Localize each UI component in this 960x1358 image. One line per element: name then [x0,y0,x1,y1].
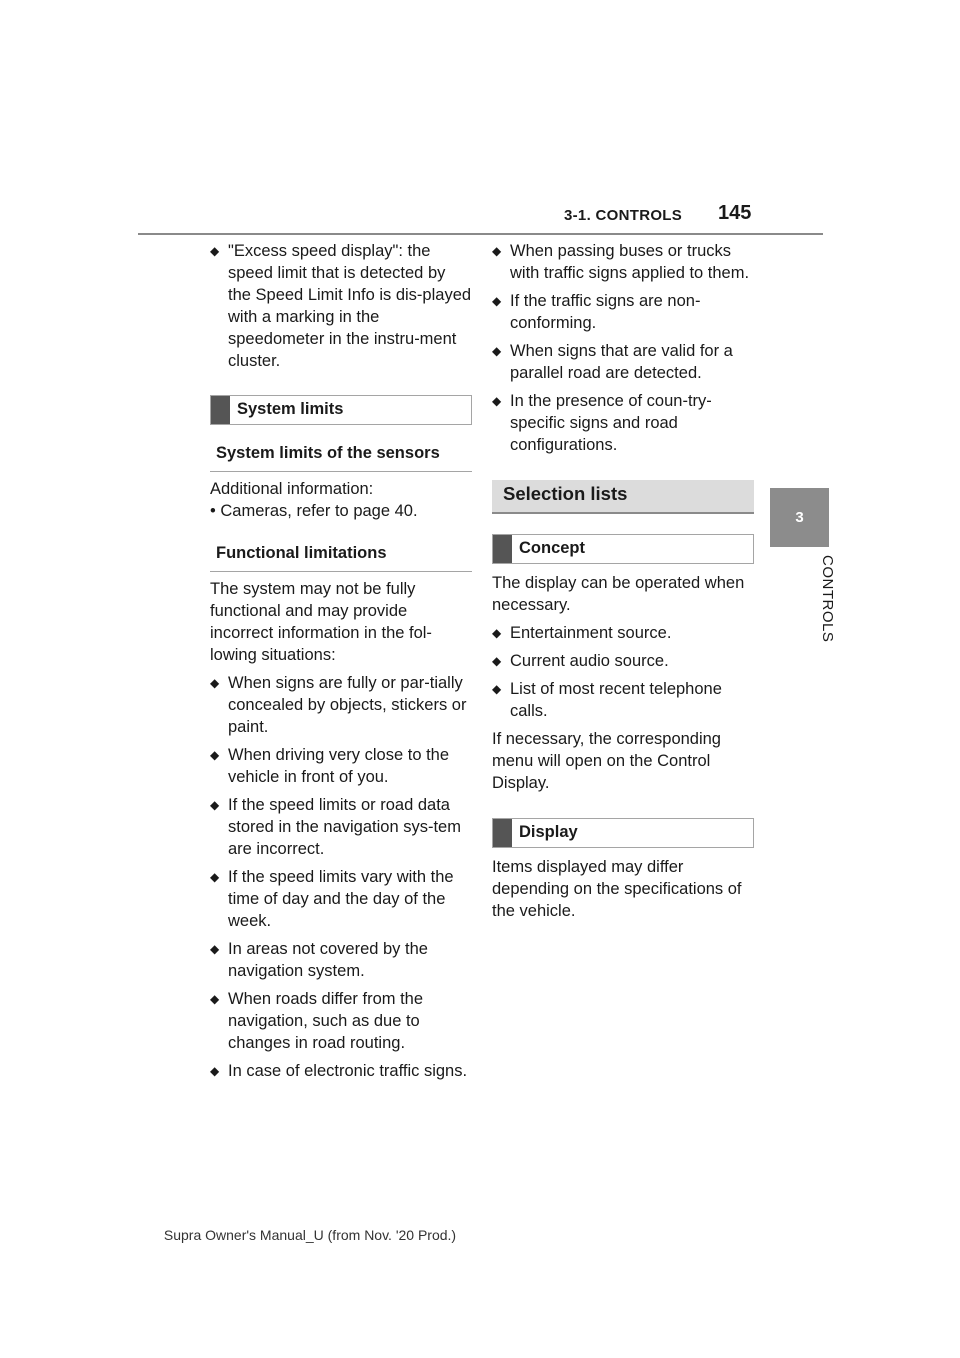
diamond-bullet-icon: ◆ [210,942,220,956]
functional-bullet [210,1060,472,1082]
functional-bullet-text: When driving very close to the vehicle in front of you. [228,746,450,786]
concept-heading [492,534,754,564]
limitation-bullet [492,340,754,384]
heading-mark [493,819,512,847]
page-number: 145 [718,202,752,224]
footer-text: Supra Owner's Manual_U (from Nov. '20 Prod.) [163,1227,457,1243]
concept-outro-text: If necessary, the corresponding menu will open on the Control Display. [492,730,721,792]
system-limits-heading [210,395,472,425]
cameras-reference-text: • Cameras, refer to page 40. [210,502,418,520]
diamond-bullet-icon: ◆ [210,244,220,258]
concept-bullet [492,678,754,722]
diamond-bullet-icon: ◆ [210,870,220,884]
sensors-heading: System limits of the sensors [210,442,472,472]
diamond-bullet-icon: ◆ [210,748,220,762]
functional-bullet-text: If the speed limits vary with the time of day and the day of the week. [228,868,454,930]
functional-bullet-text: When signs are fully or par-tially concealed by objects, stickers or paint. [228,674,467,736]
functional-limitations-heading: Functional limitations [210,542,472,572]
diamond-bullet-icon: ◆ [492,244,502,258]
selection-lists-heading: Selection lists [492,480,754,514]
display-text: Items displayed may differ depending on the specifications of the vehicle. [492,858,742,920]
diamond-bullet-icon: ◆ [492,682,502,696]
display-heading [492,818,754,848]
header-rule [138,233,823,235]
functional-bullet [210,672,472,738]
concept-intro-text: The display can be operated when necessary. [492,574,745,614]
header-section-title: 3-1. CONTROLS [564,207,683,224]
display-heading-text: Display [519,823,578,841]
left-column [210,240,472,1088]
intro-bullet [210,240,472,372]
additional-info-text: Additional information: [210,480,374,498]
concept-bullet-text: Current audio source. [510,652,669,670]
concept-bullet [492,650,754,672]
limitation-bullet [492,240,754,284]
heading-mark [493,535,512,563]
diamond-bullet-icon: ◆ [492,294,502,308]
chapter-tab: 3 [770,488,829,547]
intro-bullet-text: "Excess speed display": the speed limit that is detected by the Speed Limit Info is dis-played with a marking in the speedometer in the instru-ment cluster. [228,242,472,370]
concept-bullet [492,622,754,644]
limitation-bullet [492,390,754,456]
diamond-bullet-icon: ◆ [492,344,502,358]
diamond-bullet-icon: ◆ [210,992,220,1006]
functional-bullet-text: When roads differ from the navigation, such as due to changes in road routing. [228,990,424,1052]
right-column [492,240,754,928]
functional-bullet [210,794,472,860]
functional-bullet-text: In areas not covered by the navigation system. [228,940,428,980]
functional-bullet-text: In case of electronic traffic signs. [228,1062,468,1080]
functional-bullet [210,744,472,788]
diamond-bullet-icon: ◆ [210,1064,220,1078]
diamond-bullet-icon: ◆ [492,654,502,668]
functional-bullet [210,866,472,932]
limitation-bullet [492,290,754,334]
concept-bullet-text: Entertainment source. [510,624,672,642]
limitation-bullet-text: If the traffic signs are non-conforming. [510,292,701,332]
diamond-bullet-icon: ◆ [210,798,220,812]
diamond-bullet-icon: ◆ [492,626,502,640]
heading-mark [211,396,230,424]
functional-bullet [210,988,472,1054]
concept-bullet-text: List of most recent telephone calls. [510,680,722,720]
functional-intro-text: The system may not be fully functional and may provide incorrect information in the fol-lowing situations: [210,580,432,664]
diamond-bullet-icon: ◆ [492,394,502,408]
chapter-label: CONTROLS [819,555,836,643]
footer [0,1227,960,1243]
limitation-bullet-text: When passing buses or trucks with traffic signs applied to them. [510,242,750,282]
diamond-bullet-icon: ◆ [210,676,220,690]
system-limits-heading-text: System limits [237,400,344,418]
functional-bullet-text: If the speed limits or road data stored in the navigation sys-tem are incorrect. [228,796,461,858]
limitation-bullet-text: When signs that are valid for a parallel road are detected. [510,342,733,382]
limitation-bullet-text: In the presence of coun-try-specific signs and road configurations. [510,392,712,454]
concept-heading-text: Concept [519,539,585,557]
functional-bullet [210,938,472,982]
